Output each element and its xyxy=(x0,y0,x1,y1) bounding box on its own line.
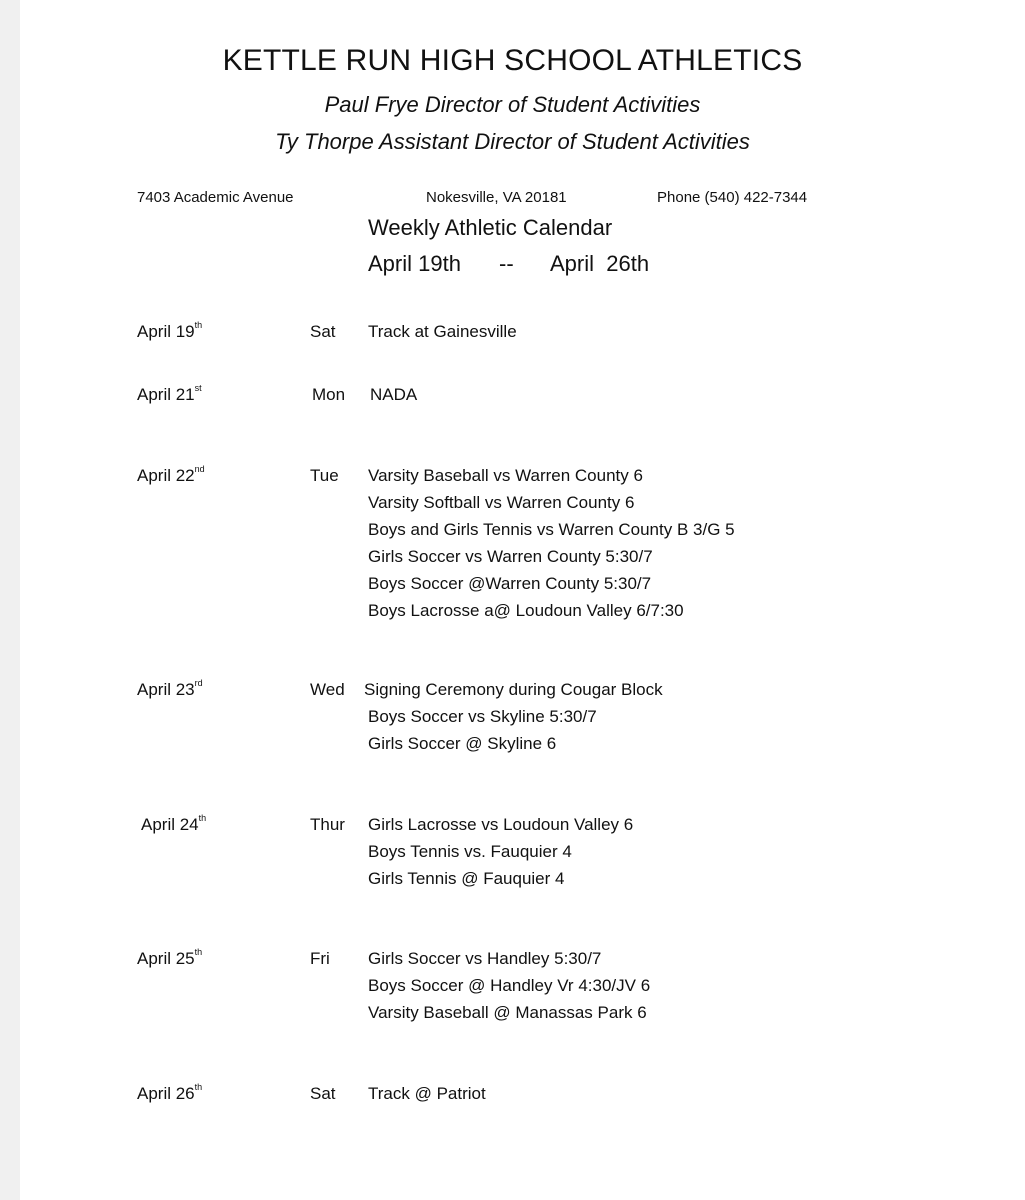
event-item: Varsity Baseball vs Warren County 6 xyxy=(368,466,643,485)
event-list xyxy=(364,676,663,757)
street-address: 7403 Academic Avenue xyxy=(137,189,294,206)
event-item: Boys and Girls Tennis vs Warren County B 3/G 5 xyxy=(368,520,735,539)
weekday-label: Sat xyxy=(310,322,336,341)
school-title: KETTLE RUN HIGH SCHOOL ATHLETICS xyxy=(222,44,803,77)
event-item: Boys Soccer @ Handley Vr 4:30/JV 6 xyxy=(368,976,651,995)
weekday-label: Mon xyxy=(312,385,346,404)
calendar-title: Weekly Athletic Calendar xyxy=(368,215,613,240)
event-item: Track at Gainesville xyxy=(368,322,517,341)
calendar-range-separator: -- xyxy=(499,251,514,276)
weekday-label: Tue xyxy=(310,466,339,485)
event-item: Girls Lacrosse vs Loudoun Valley 6 xyxy=(368,815,634,834)
weekday-label: Wed xyxy=(310,680,345,699)
weekday-label: Thur xyxy=(310,815,345,834)
event-list xyxy=(368,462,735,624)
date-label: April 24th xyxy=(141,813,207,834)
event-item: Signing Ceremony during Cougar Block xyxy=(364,680,663,699)
date-label: April 26th xyxy=(137,1082,203,1103)
event-item: Varsity Baseball @ Manassas Park 6 xyxy=(368,1003,647,1022)
event-item: Varsity Softball vs Warren County 6 xyxy=(368,493,635,512)
event-item: NADA xyxy=(370,385,418,404)
event-item: Girls Soccer vs Handley 5:30/7 xyxy=(368,949,602,968)
assistant-director-line: Ty Thorpe Assistant Director of Student Activities xyxy=(275,129,750,154)
document-page xyxy=(20,0,1025,1200)
event-item: Girls Soccer vs Warren County 5:30/7 xyxy=(368,547,653,566)
director-line: Paul Frye Director of Student Activities xyxy=(324,92,701,117)
calendar-range-end: April 26th xyxy=(550,251,650,276)
date-label: April 23rd xyxy=(137,678,203,699)
event-item: Boys Lacrosse a@ Loudoun Valley 6/7:30 xyxy=(368,601,684,620)
event-list xyxy=(368,1080,486,1107)
date-label: April 19th xyxy=(137,320,203,341)
event-item: Boys Soccer @Warren County 5:30/7 xyxy=(368,574,652,593)
event-item: Girls Tennis @ Fauquier 4 xyxy=(368,869,565,888)
event-item: Track @ Patriot xyxy=(368,1084,486,1103)
date-label: April 25th xyxy=(137,947,203,968)
event-list xyxy=(368,811,633,892)
event-item: Boys Tennis vs. Fauquier 4 xyxy=(368,842,572,861)
city-address: Nokesville, VA 20181 xyxy=(426,189,567,206)
event-list xyxy=(368,945,650,1026)
date-label: April 21st xyxy=(137,383,202,404)
event-list xyxy=(368,318,517,345)
date-label: April 22nd xyxy=(137,464,205,485)
phone-number: Phone (540) 422-7344 xyxy=(657,189,808,206)
event-list xyxy=(370,381,417,408)
weekday-label: Sat xyxy=(310,1084,336,1103)
calendar-range-start: April 19th xyxy=(368,251,461,276)
event-item: Girls Soccer @ Skyline 6 xyxy=(368,734,557,753)
event-item: Boys Soccer vs Skyline 5:30/7 xyxy=(368,707,597,726)
weekday-label: Fri xyxy=(310,949,330,968)
